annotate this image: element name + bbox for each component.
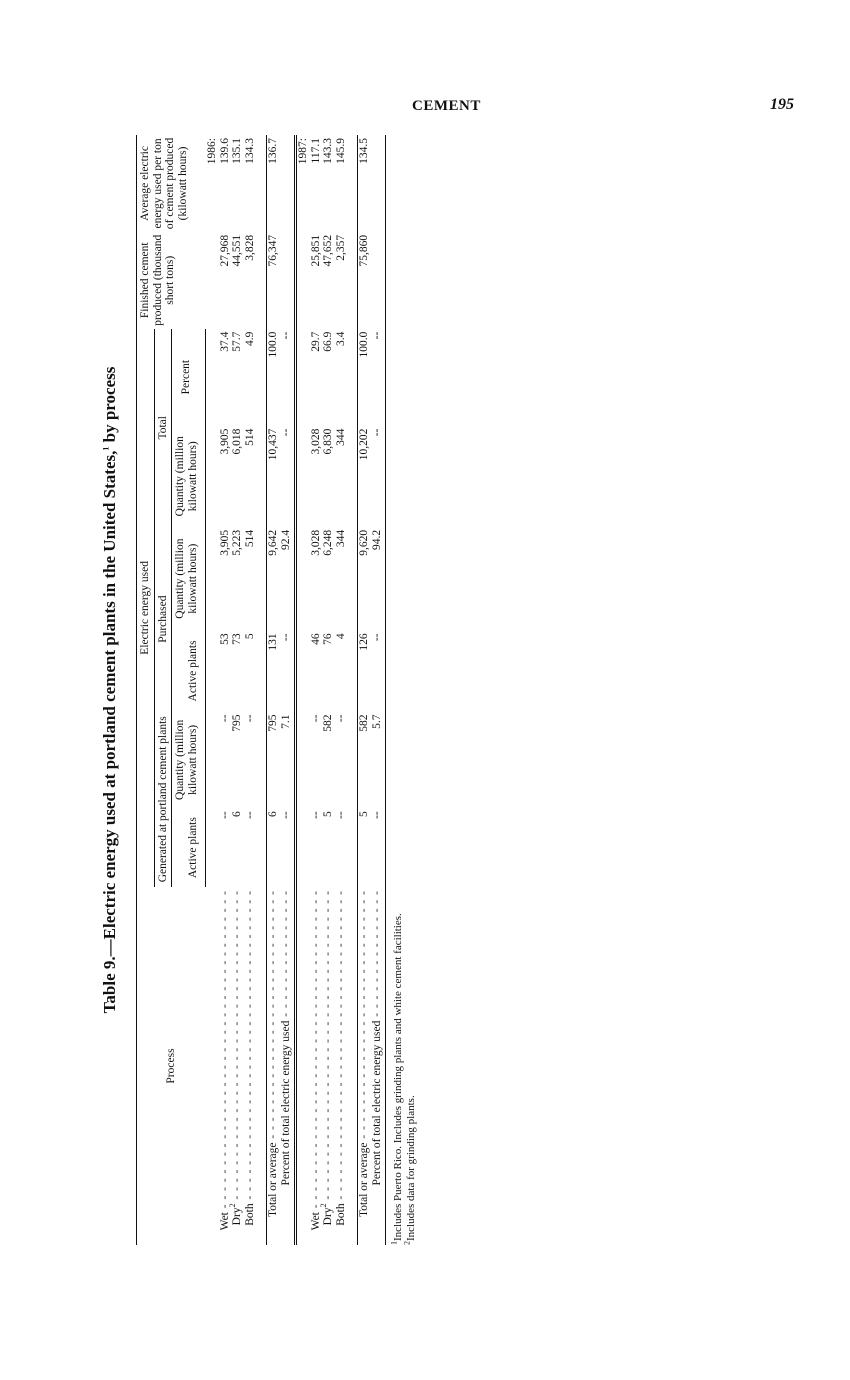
cell-finished: 3,828 bbox=[243, 234, 256, 261]
cell-pur-qty: 94.2 bbox=[370, 529, 383, 550]
cell-avg: 134.3 bbox=[243, 138, 256, 164]
cell-tot-pct: 100.0 bbox=[267, 329, 280, 426]
cell-tot-qty: 344 bbox=[334, 428, 347, 446]
row-label: Dry bbox=[231, 1207, 243, 1226]
cell-pur-plants: 53 bbox=[218, 633, 231, 645]
table-row: Wet - - - - - - - - - - - - - - - - - - - - - - - - - - - - - - - - - - - - - -- -- 53 3,905 3,905 37.4 27,968 139.6 bbox=[219, 135, 232, 1245]
cell-gen-plants: 5 bbox=[358, 808, 371, 887]
cell-tot-pct: 100.0 bbox=[358, 329, 371, 426]
cell-pur-plants: 73 bbox=[231, 633, 243, 645]
cell-gen-qty: -- bbox=[243, 714, 256, 723]
electric-energy-header: Electric energy used bbox=[137, 329, 155, 887]
row-label: Both bbox=[243, 1203, 256, 1226]
row-label: Wet bbox=[309, 1212, 322, 1231]
cell-finished: 75,860 bbox=[358, 232, 371, 329]
cell-gen-qty: -- bbox=[334, 714, 347, 723]
row-label: Dry bbox=[322, 1207, 334, 1226]
cell-finished: 2,357 bbox=[334, 234, 347, 261]
table-row: Both - - - - - - - - - - - - - - - - - - - - - - - - - - - - - - - - - - - - -- -- 5 514 514 4.9 3,828 134.3 bbox=[244, 135, 257, 1245]
cell-gen-qty: 582 bbox=[322, 714, 334, 732]
table-row: Wet - - - - - - - - - - - - - - - - - - - - - - - - - - - - - - - - - - - - - -- -- 46 3,028 3,028 29.7 25,851 117.1 bbox=[310, 135, 323, 1245]
row-label: Percent of total electric energy used bbox=[279, 1020, 292, 1186]
cell-pur-plants: 46 bbox=[309, 633, 322, 645]
cell-gen-qty: -- bbox=[218, 714, 231, 723]
cell-gen-plants: 6 bbox=[267, 808, 280, 887]
cell-tot-qty: 6,830 bbox=[322, 428, 334, 455]
cell-tot-pct: -- bbox=[279, 331, 292, 340]
cell-tot-qty: 3,028 bbox=[309, 428, 322, 455]
cell-tot-pct: 3.4 bbox=[334, 331, 347, 347]
cell-gen-qty: 582 bbox=[358, 711, 371, 808]
cell-finished bbox=[371, 232, 384, 329]
page-number: 195 bbox=[770, 96, 794, 113]
purchased-header: Purchased bbox=[154, 527, 172, 712]
table-body-1986 bbox=[206, 135, 296, 1245]
cell-tot-qty: 10,202 bbox=[358, 426, 371, 527]
cell-tot-pct: 66.9 bbox=[322, 331, 334, 352]
row-label: Both bbox=[334, 1203, 347, 1226]
cell-tot-pct: -- bbox=[370, 331, 383, 340]
cell-tot-qty: -- bbox=[279, 428, 292, 437]
row-label: Total or average bbox=[358, 1142, 370, 1218]
cell-tot-qty: -- bbox=[370, 428, 383, 437]
table-row: Dry$^2$ - - - - - - - - - - - - - - - - - - - - - - - - - - - - - - - - - - - - 5 582 76 6,248 6,830 66.9 47,652 143.3 bbox=[322, 135, 335, 1245]
row-label: Total or average bbox=[267, 1142, 279, 1218]
cell-pur-qty: 3,905 bbox=[218, 529, 231, 556]
cell-avg: 134.5 bbox=[358, 135, 371, 232]
cell-gen-plants: -- bbox=[370, 811, 383, 819]
cell-gen-plants: -- bbox=[279, 811, 292, 819]
cell-finished: 47,652 bbox=[322, 234, 334, 267]
cell-tot-pct: 57.7 bbox=[231, 331, 243, 352]
cell-avg: 139.6 bbox=[218, 138, 231, 164]
table-row: Dry$^2$ - - - - - - - - - - - - - - - - - - - - - - - - - - - - - - - - - - - - 6 795 73 5,223 6,018 57.7 44,551 135.1 bbox=[231, 135, 244, 1245]
footnote-mark: 2 bbox=[319, 1203, 329, 1208]
cell-gen-plants: -- bbox=[243, 811, 256, 819]
cell-gen-plants: -- bbox=[309, 811, 322, 819]
cell-pur-plants: 76 bbox=[322, 633, 334, 645]
cell-pur-qty: 9,642 bbox=[267, 527, 280, 631]
cell-tot-qty: 6,018 bbox=[231, 428, 243, 455]
cell-pur-plants: -- bbox=[279, 633, 292, 642]
cell-avg: 136.7 bbox=[267, 135, 280, 232]
cell-pur-plants: 5 bbox=[243, 633, 256, 640]
cell-finished: 25,851 bbox=[309, 234, 322, 267]
cell-avg: 117.1 bbox=[309, 138, 322, 164]
cell-tot-qty: 3,905 bbox=[218, 428, 231, 455]
cell-pur-qty: 344 bbox=[334, 529, 347, 548]
cell-avg bbox=[280, 135, 293, 232]
cell-gen-qty: 7.1 bbox=[279, 714, 292, 729]
cell-gen-qty: 5.7 bbox=[370, 714, 383, 729]
row-label: Percent of total electric energy used bbox=[370, 1020, 383, 1186]
cell-avg bbox=[371, 135, 384, 232]
cell-pur-plants: 4 bbox=[334, 633, 347, 640]
finished-cement-header: Finished cement produced (thousand short tons) bbox=[137, 232, 206, 329]
gen-active-plants-header: Active plants bbox=[172, 808, 206, 887]
cell-finished bbox=[280, 232, 293, 329]
cell-pur-qty: 6,248 bbox=[322, 529, 334, 556]
table-row: Both - - - - - - - - - - - - - - - - - - - - - - - - - - - - - - - - - - - - -- -- 4 344 344 3.4 2,357 145.9 bbox=[335, 135, 348, 1245]
table-title: Table 9.—Electric energy used at portland cement plants in the United States,$^1$ by process bbox=[100, 366, 119, 1014]
cell-tot-qty: 10,437 bbox=[267, 426, 280, 527]
cell-avg: 135.1 bbox=[231, 138, 243, 164]
table-body-1987 bbox=[296, 135, 386, 1245]
process-header: Process bbox=[137, 887, 206, 1245]
section-title: CEMENT bbox=[412, 98, 481, 114]
year-label: 1986: bbox=[206, 138, 218, 165]
cell-gen-qty: 795 bbox=[267, 711, 280, 808]
generated-header: Generated at portland cement plants bbox=[154, 711, 172, 887]
running-head bbox=[412, 96, 812, 118]
percent-row: Percent of total electric energy used - - - - - - - - - - - - - - - -- 5.7 -- 94.2 -- -- bbox=[371, 135, 384, 1245]
cell-avg: 143.3 bbox=[322, 138, 334, 164]
energy-table bbox=[136, 135, 386, 1245]
footnote: $^2$Includes data for grinding plants. bbox=[402, 1095, 417, 1245]
cell-tot-pct: 37.4 bbox=[218, 331, 231, 352]
cell-gen-qty: -- bbox=[309, 714, 322, 723]
cell-pur-plants: 131 bbox=[267, 630, 280, 711]
cell-gen-plants: -- bbox=[218, 811, 231, 819]
cell-finished: 44,551 bbox=[231, 234, 243, 267]
cell-tot-pct: 4.9 bbox=[243, 331, 256, 347]
average-energy-header: Average electric energy used per ton of cement produced (kilowatt hours) bbox=[137, 135, 206, 232]
cell-finished: 27,968 bbox=[218, 234, 231, 267]
cell-pur-plants: -- bbox=[370, 633, 383, 642]
cell-pur-plants: 126 bbox=[358, 630, 371, 711]
cell-tot-qty: 514 bbox=[243, 428, 256, 446]
percent-row: Percent of total electric energy used - - - - - - - - - - - - - - - -- 7.1 -- 92.4 -- -- bbox=[280, 135, 293, 1245]
total-header: Total bbox=[154, 329, 172, 527]
cell-pur-qty: 514 bbox=[243, 529, 256, 548]
cell-pur-qty: 3,028 bbox=[309, 529, 322, 556]
cell-gen-plants: -- bbox=[334, 811, 347, 819]
cell-finished: 76,347 bbox=[267, 232, 280, 329]
cell-gen-qty: 795 bbox=[231, 714, 243, 732]
footnote: $^1$Includes Puerto Rico. Includes grinding plants and white cement facilities. bbox=[389, 913, 404, 1245]
cell-avg: 145.9 bbox=[334, 138, 347, 164]
rotated-table-block bbox=[100, 135, 490, 1245]
cell-pur-qty: 5,223 bbox=[231, 529, 243, 556]
total-row: Total or average - - - - - - - - - - - - - - - - - - - - - - - - - - - - - 5 582 126 9,620 10,202 100.0 75,860 134.5 bbox=[358, 135, 371, 1245]
cell-tot-pct: 29.7 bbox=[309, 331, 322, 352]
row-label: Wet bbox=[218, 1212, 231, 1231]
tot-quantity-header: Quantity (million kilowatt hours) bbox=[172, 426, 206, 527]
footnote-mark: 2 bbox=[228, 1203, 238, 1208]
pur-active-plants-header: Active plants bbox=[172, 630, 206, 711]
pur-quantity-header: Quantity (million kilowatt hours) bbox=[172, 527, 206, 631]
footnotes bbox=[389, 135, 418, 1245]
gen-quantity-header: Quantity (million kilowatt hours) bbox=[172, 711, 206, 808]
cell-pur-qty: 92.4 bbox=[279, 529, 292, 550]
year-label: 1987: bbox=[297, 138, 309, 165]
cell-gen-plants: 6 bbox=[231, 811, 243, 817]
table-header bbox=[137, 135, 206, 1245]
title-footnote-mark: 1 bbox=[101, 446, 111, 451]
cell-gen-plants: 5 bbox=[322, 811, 334, 817]
total-row: Total or average - - - - - - - - - - - - - - - - - - - - - - - - - - - - - 6 795 131 9,642 10,437 100.0 76,347 136.7 bbox=[267, 135, 280, 1245]
tot-percent-header: Percent bbox=[172, 329, 206, 426]
cell-pur-qty: 9,620 bbox=[358, 527, 371, 631]
